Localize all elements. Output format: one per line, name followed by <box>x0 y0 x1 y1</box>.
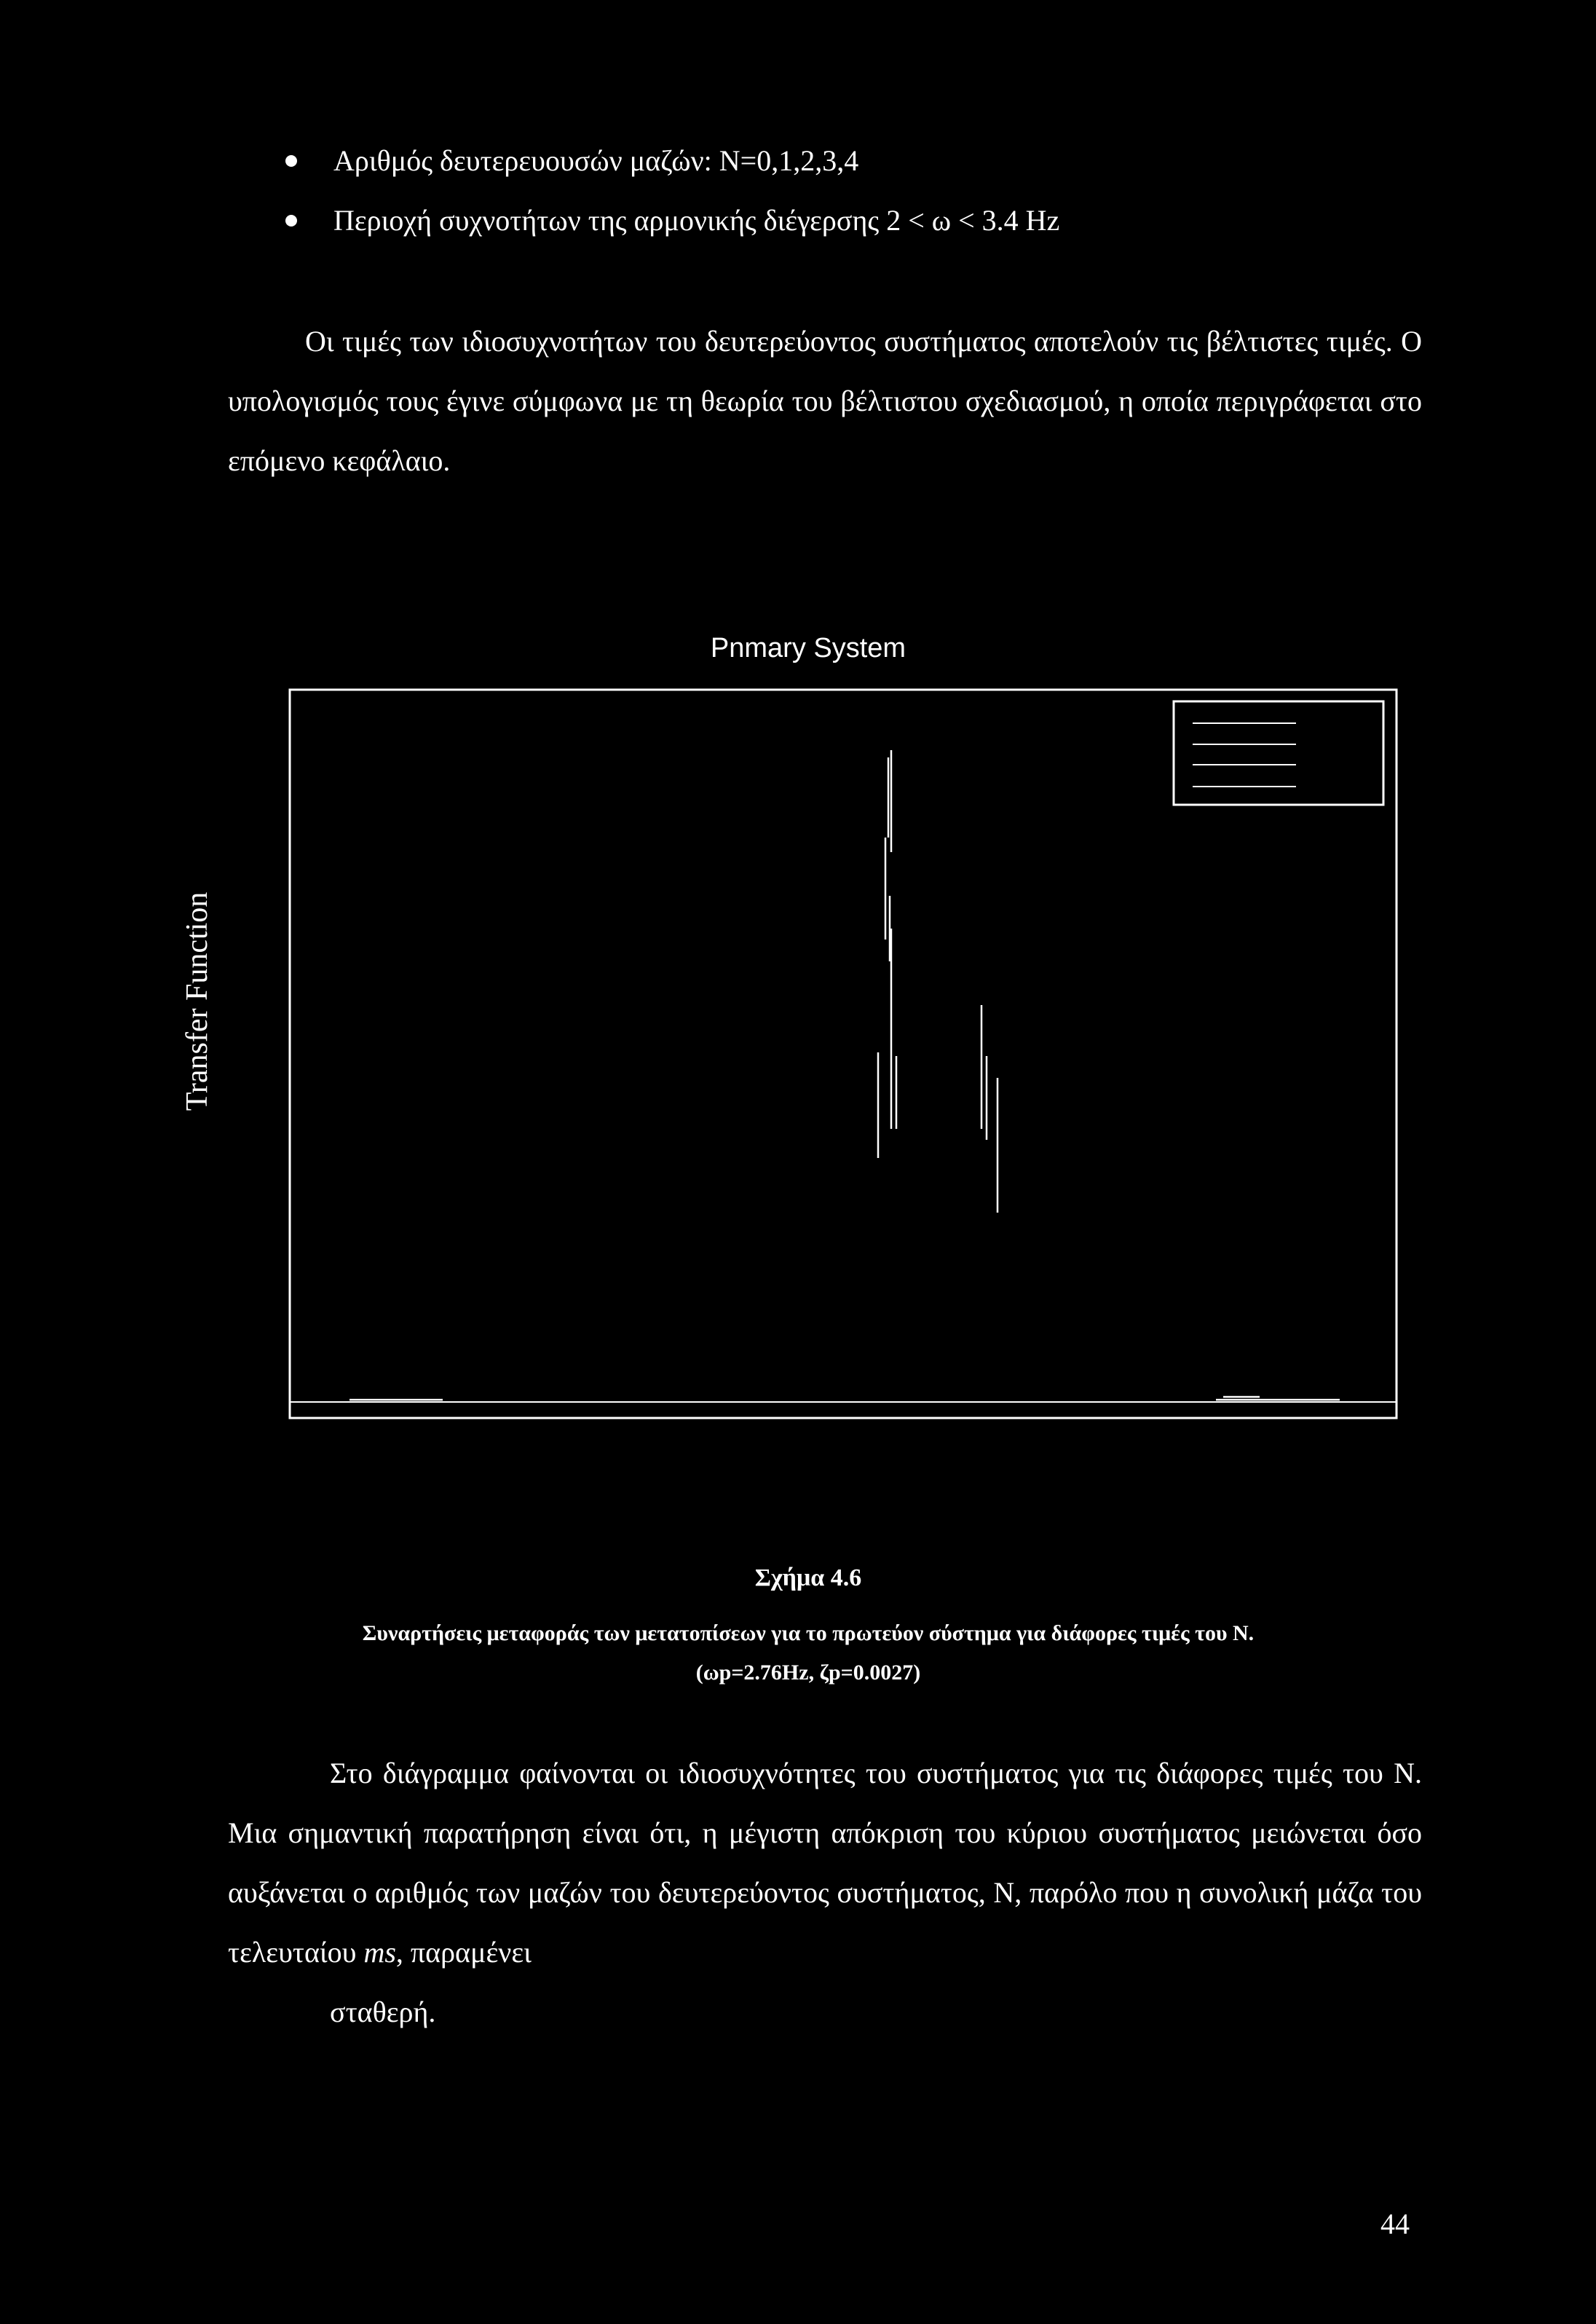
paragraph-discussion <box>228 1744 1422 2042</box>
paragraph-intro <box>228 312 1422 491</box>
legend-box <box>1174 701 1383 805</box>
bullet-text: Περιοχή συχνοτήτων της αρμονικής διέγερσης 2 < ω < 3.4 Hz <box>333 204 1060 237</box>
y-axis-label: Transfer Function <box>181 891 214 1111</box>
mass-symbol: ms <box>363 1936 396 1969</box>
figure-transfer-function <box>175 619 1442 1457</box>
paragraph-last-line: σταθερή. <box>330 1996 436 2028</box>
response-curves <box>349 750 1340 1400</box>
plot-frame <box>290 690 1396 1418</box>
bullet-list <box>269 131 1434 251</box>
plot-svg <box>175 619 1442 1457</box>
bullet-dot-icon <box>285 215 297 227</box>
bullet-dot-icon <box>285 155 297 167</box>
paragraph-text-part2: , παραμένει <box>395 1936 532 1969</box>
figure-caption-parameters: (ωp=2.76Hz, ζp=0.0027) <box>695 1661 921 1685</box>
plot-title: Pnmary System <box>710 633 906 663</box>
paragraph-text-part1: Στο διάγραμμα φαίνονται οι ιδιοσυχνότητες του συστήματος για τις διάφορες τιμές του Ν. Μια σημαντική παρατήρηση είναι ότι, η μέγιστη απόκριση του κύριου συστήματος μειώνεται όσο αυξάνεται ο αριθμός των μαζών του δευτερεύοντος συστήματος, Ν, παρόλο που η συνολική μάζα του τελευταίου <box>228 1757 1422 1969</box>
figure-caption-title: Σχήμα 4.6 <box>754 1564 862 1591</box>
list-item <box>269 191 1434 251</box>
paragraph-text: Οι τιμές των ιδιοσυχνοτήτων του δευτερεύοντος συστήματος αποτελούν τις βέλτιστες τιμές. Ο υπολογισμός τους έγινε σύμφωνα με τη θεωρία του βέλτιστου σχεδιασμού, η οποία περιγράφεται στο επόμενο κεφάλαιο. <box>228 325 1422 477</box>
page-number: 44 <box>1380 2207 1410 2240</box>
paragraph-text <box>228 1744 1422 1982</box>
list-item <box>269 131 1434 191</box>
figure-caption-text: Συναρτήσεις μεταφοράς των μετατοπίσεων για το πρωτεύον σύστημα για διάφορες τιμές του Ν. <box>362 1621 1255 1645</box>
bullet-text: Αριθμός δευτερευουσών μαζών: N=0,1,2,3,4 <box>333 144 859 177</box>
